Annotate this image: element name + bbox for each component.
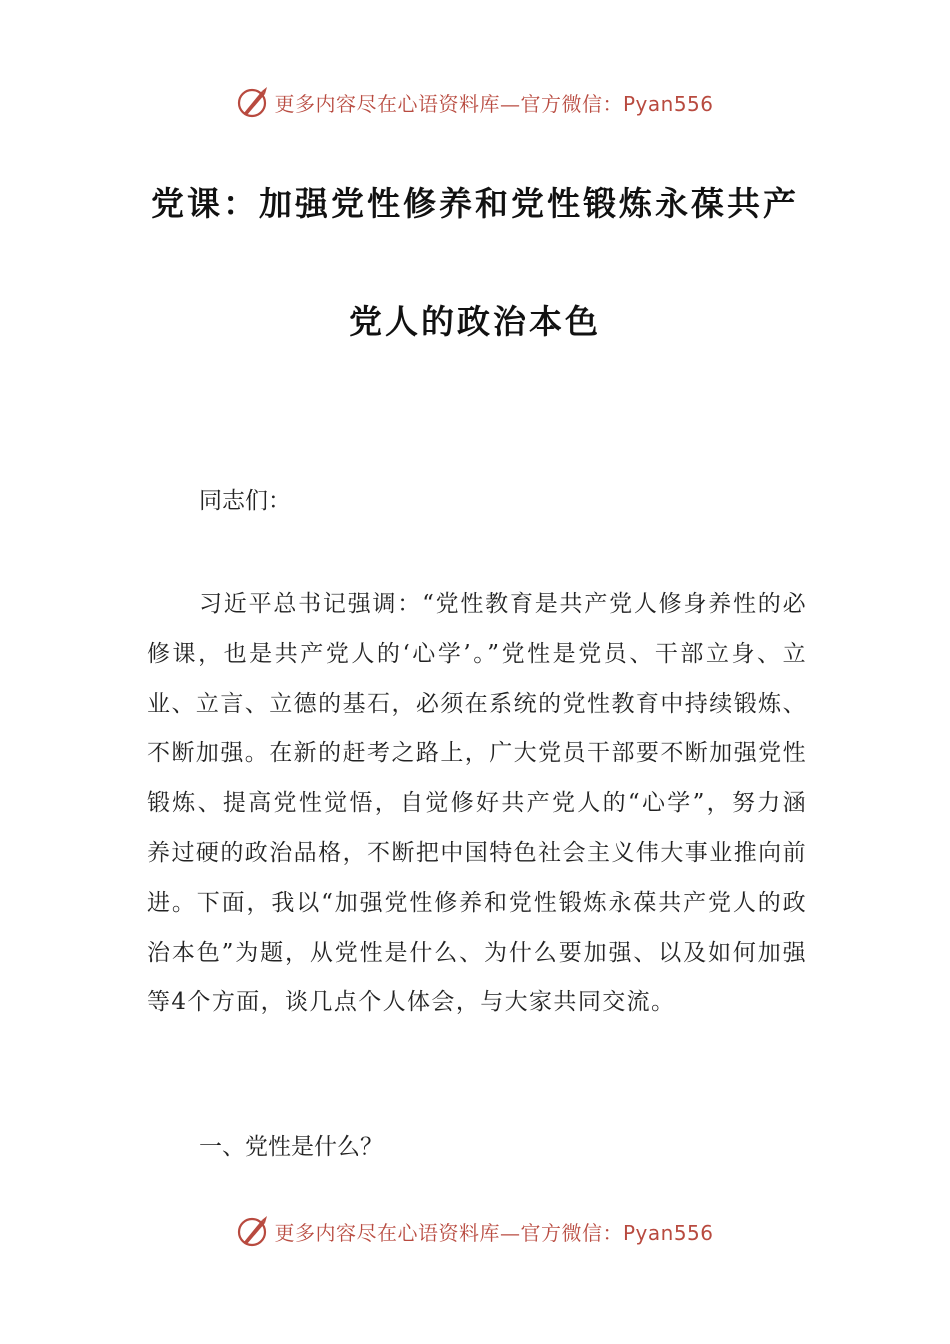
quill-pen-logo-icon bbox=[236, 1214, 270, 1248]
document-title-line-1: 党课：加强党性修养和党性锻炼永葆共产 bbox=[151, 184, 799, 223]
wechat-id: Pyan556 bbox=[622, 1220, 714, 1245]
body-paragraph: 习近平总书记强调：“党性教育是共产党人修身养性的必修课，也是共产党人的‘心学’。”党性是党员、干部立身、立业、立言、立德的基石，必须在系统的党性教育中持续锻炼、不断加强。在新的赶考之路上，广大党员干部要不断加强党性锻炼、提高党性觉悟，自觉修好共产党人的“心学”，努力涵养过硬的政治品格，不断把中国特色社会主义伟大事业推向前进。下面，我以“加强党性修养和党性锻炼永葆共产党人的政治本色”为题，从党性是什么、为什么要加强、以及如何加强等4个方面，谈几点个人体会，与大家共同交流。 bbox=[147, 591, 807, 1016]
wechat-id: Pyan556 bbox=[622, 91, 714, 116]
footer-watermark bbox=[0, 1211, 950, 1251]
section-heading: 一、党性是什么？ bbox=[199, 1134, 383, 1160]
salutation: 同志们： bbox=[199, 488, 291, 514]
watermark-text: 更多内容尽在心语资料库—官方微信：Pyan556 bbox=[274, 1220, 714, 1245]
quill-pen-logo-icon bbox=[236, 85, 270, 119]
watermark-text: 更多内容尽在心语资料库—官方微信：Pyan556 bbox=[274, 91, 714, 116]
header-watermark bbox=[0, 82, 950, 122]
document-title-line-2: 党人的政治本色 bbox=[349, 302, 601, 341]
